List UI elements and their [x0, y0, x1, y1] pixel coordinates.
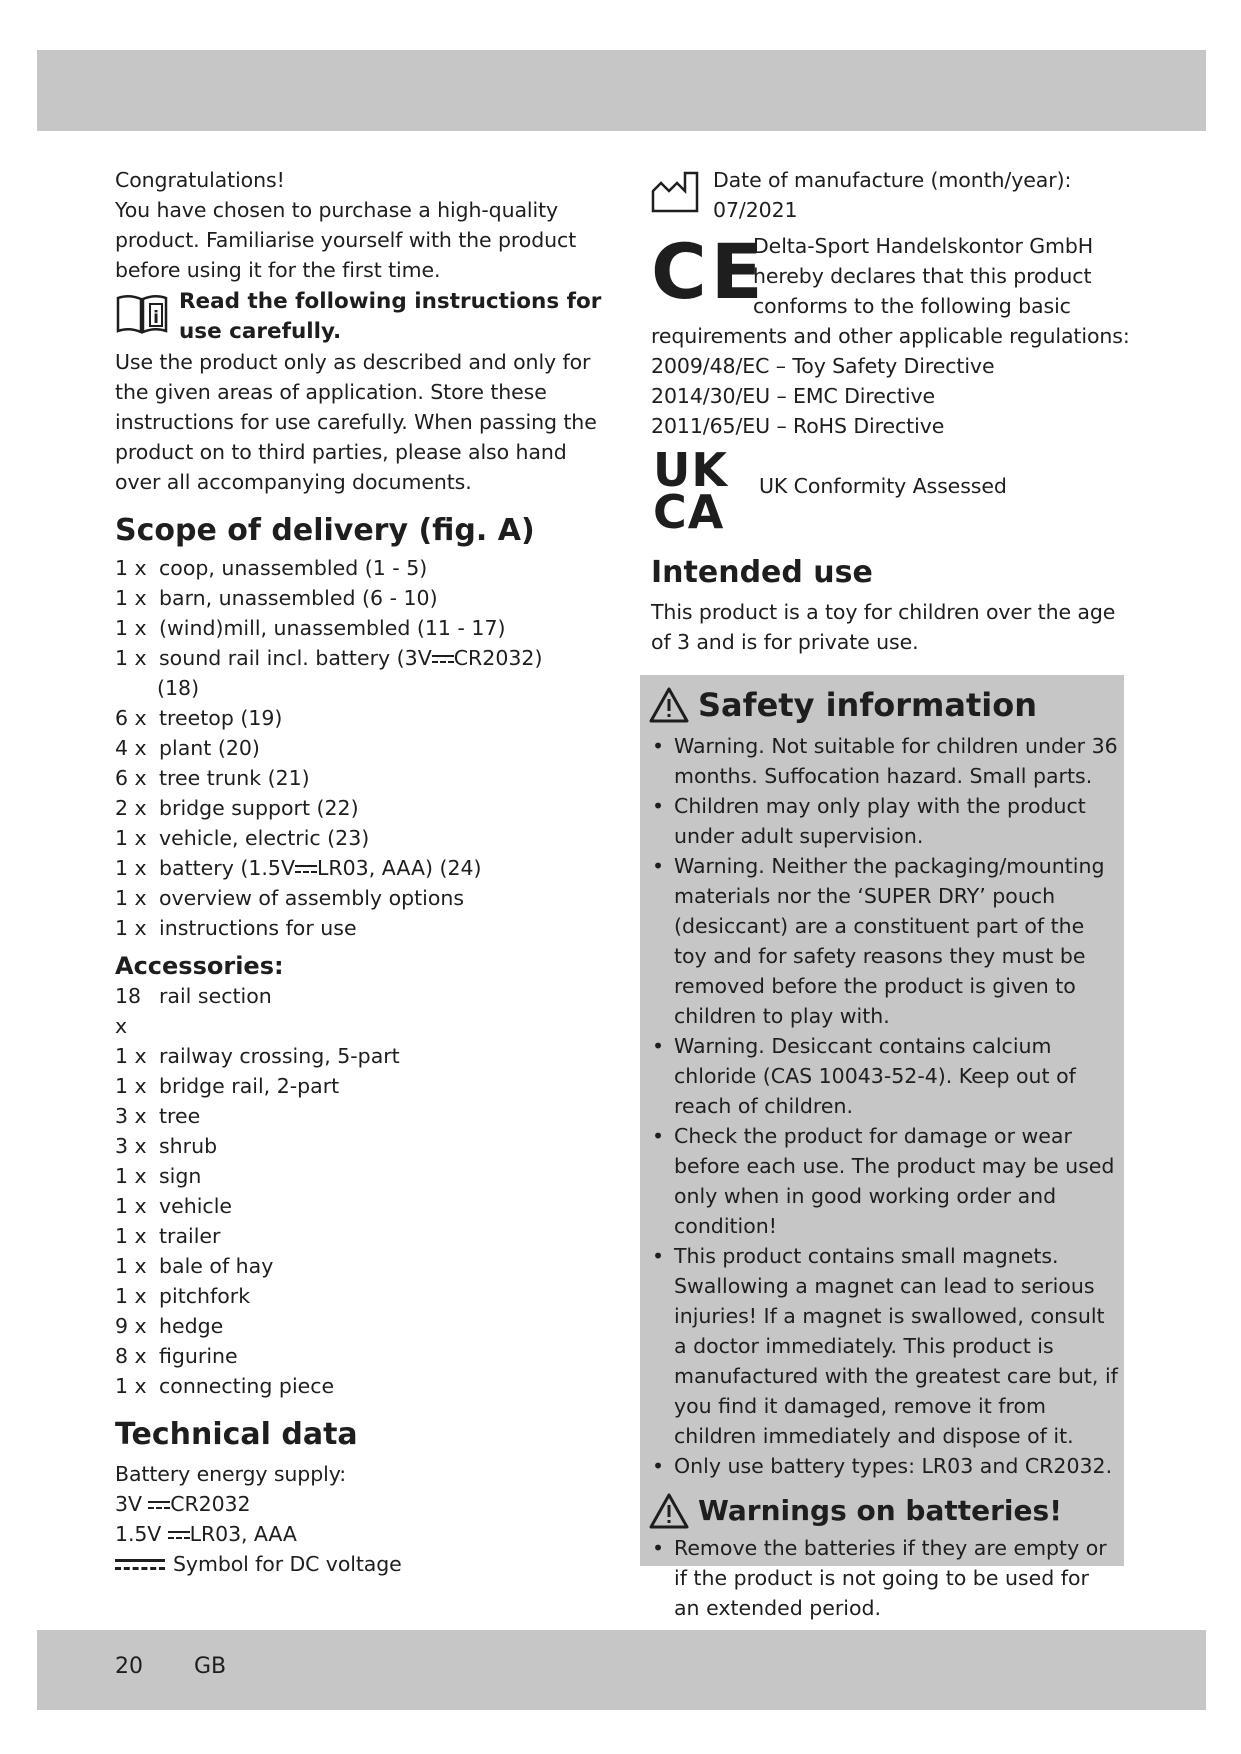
list-item: • Children may only play with the product under adult supervision. [652, 794, 1086, 848]
list-item: 1 x vehicle, electric (23) [115, 826, 370, 850]
list-item: 1 x battery (1.5V LR03, AAA) (24) [115, 856, 482, 880]
list-item: 18 x rail section [115, 984, 272, 1038]
factory-icon [651, 169, 701, 213]
list-item: 4 x plant (20) [115, 736, 260, 760]
ce-declaration: CE Delta-Sport Handelskontor GmbH hereby declares that this product conforms to the following basic [651, 227, 1094, 318]
safety-heading: Safety information [648, 683, 1120, 727]
list-item: 3 x shrub [115, 1134, 218, 1158]
dc-voltage-icon [168, 1528, 190, 1542]
list-item: 1 x bale of hay [115, 1254, 274, 1278]
safety-box [640, 675, 1124, 1620]
technical-heading: Technical data [115, 1417, 358, 1452]
language-code: GB [194, 1654, 227, 1679]
manufacture-date [651, 165, 1131, 225]
warning-icon [648, 686, 690, 724]
list-item: 8 x figurine [115, 1344, 238, 1368]
dc-voltage-icon [148, 1498, 170, 1512]
list-item: • Only use battery types: LR03 and CR2032. [652, 1454, 1113, 1478]
supply-line-1: 3V CR2032 [115, 1492, 251, 1516]
list-item: • This product contains small magnets. Swallowing a magnet can lead to serious injuries! If a magnet is swallowed, consult a doctor immediately. This product is manufactured with the greatest care but, if you find it damaged, remove it from children immediately and dispose of it. [652, 1244, 1118, 1448]
list-item: 1 x coop, unassembled (1 - 5) [115, 556, 428, 580]
header-bar [37, 50, 1206, 131]
list-item: • Warning. Neither the packaging/mounting materials nor the ‘SUPER DRY’ pouch (desiccant) are a constituent part of the toy and for safety reasons they must be removed before the product is given to children to play with. [652, 854, 1105, 1028]
manufacture-value: 07/2021 [713, 198, 798, 222]
read-note-text: Read the following instructions for use carefully. [179, 289, 602, 344]
supply-line-2: 1.5V LR03, AAA [115, 1522, 297, 1546]
battery-warnings-list [648, 1533, 1120, 1623]
list-item: 1 x vehicle [115, 1194, 233, 1218]
list-item: 6 x tree trunk (21) [115, 766, 310, 790]
manufacture-label: Date of manufacture (month/year): [713, 168, 1072, 192]
intended-use-heading: Intended use [651, 555, 873, 590]
list-item: 1 x sound rail incl. battery (3V CR2032) [115, 646, 543, 670]
list-item: 1 x (wind)mill, unassembled (11 - 17) [115, 616, 506, 640]
list-item: • Warning. Desiccant contains calcium chloride (CAS 10043-52-4). Keep out of reach of children. [652, 1034, 1076, 1118]
directive-item: 2009/48/EC – Toy Safety Directive [651, 354, 995, 378]
read-instructions-note [115, 287, 605, 347]
list-item: 1 x bridge rail, 2-part [115, 1074, 340, 1098]
ukca-logo: UK CA [653, 443, 728, 539]
book-info-icon [115, 293, 169, 335]
list-item: 1 x sign [115, 1164, 202, 1188]
left-column [115, 165, 605, 1579]
list-item: • Check the product for damage or wear before each use. The product may be used only when in good working order and condition! [652, 1124, 1115, 1238]
list-item: 1 x pitchfork [115, 1284, 251, 1308]
intro-text: You have chosen to purchase a high-quality product. Familiarise yourself with the product before using it for the first time. [115, 198, 577, 282]
list-item: 2 x bridge support (22) [115, 796, 359, 820]
list-item-continuation: (18) [157, 676, 200, 700]
list-item: 1 x trailer [115, 1224, 221, 1248]
dc-voltage-icon [432, 652, 454, 666]
ukca-row [651, 443, 1131, 541]
usage-text: Use the product only as described and only for the given areas of application. Store these instructions for use carefully. When passing the product on to third parties, please also hand over all accompanying documents. [115, 350, 597, 494]
ukca-label: UK Conformity Assessed [759, 474, 1007, 498]
greeting: Congratulations! [115, 168, 285, 192]
scope-list [115, 553, 605, 943]
list-item: 3 x tree [115, 1104, 201, 1128]
safety-list [648, 731, 1120, 1481]
footer-bar [37, 1630, 1206, 1710]
list-item: 9 x hedge [115, 1314, 224, 1338]
supply-label: Battery energy supply: [115, 1462, 347, 1486]
battery-warnings-heading: Warnings on batteries! [648, 1489, 1120, 1533]
ce-declaration-rest: requirements and other applicable regulations: [651, 324, 1130, 348]
directive-item: 2014/30/EU – EMC Directive [651, 384, 935, 408]
list-item: 1 x connecting piece [115, 1374, 335, 1398]
list-item: 1 x railway crossing, 5-part [115, 1044, 400, 1068]
list-item: 1 x instructions for use [115, 916, 357, 940]
svg-text:i: i [153, 308, 159, 328]
list-item: 6 x treetop (19) [115, 706, 283, 730]
list-item: 1 x barn, unassembled (6 - 10) [115, 586, 438, 610]
warning-icon [648, 1492, 690, 1530]
list-item: • Warning. Not suitable for children under 36 months. Suffocation hazard. Small parts. [652, 734, 1118, 788]
scope-heading: Scope of delivery (fig. A) [115, 513, 535, 548]
intended-use-text: This product is a toy for children over the age of 3 and is for private use. [651, 600, 1116, 654]
accessories-heading: Accessories: [115, 952, 284, 980]
list-item: • Remove the batteries if they are empty or if the product is not going to be used for an extended period. [652, 1536, 1107, 1620]
list-item: 1 x overview of assembly options [115, 886, 465, 910]
dc-voltage-icon [295, 862, 317, 876]
directive-item: 2011/65/EU – RoHS Directive [651, 414, 945, 438]
dc-symbol-line: Symbol for DC voltage [115, 1549, 605, 1579]
accessories-list [115, 981, 605, 1401]
page-number: 20 [115, 1654, 143, 1679]
dc-symbol-icon [115, 1557, 165, 1573]
right-column [651, 165, 1131, 657]
ce-mark-logo: CE [651, 227, 767, 316]
